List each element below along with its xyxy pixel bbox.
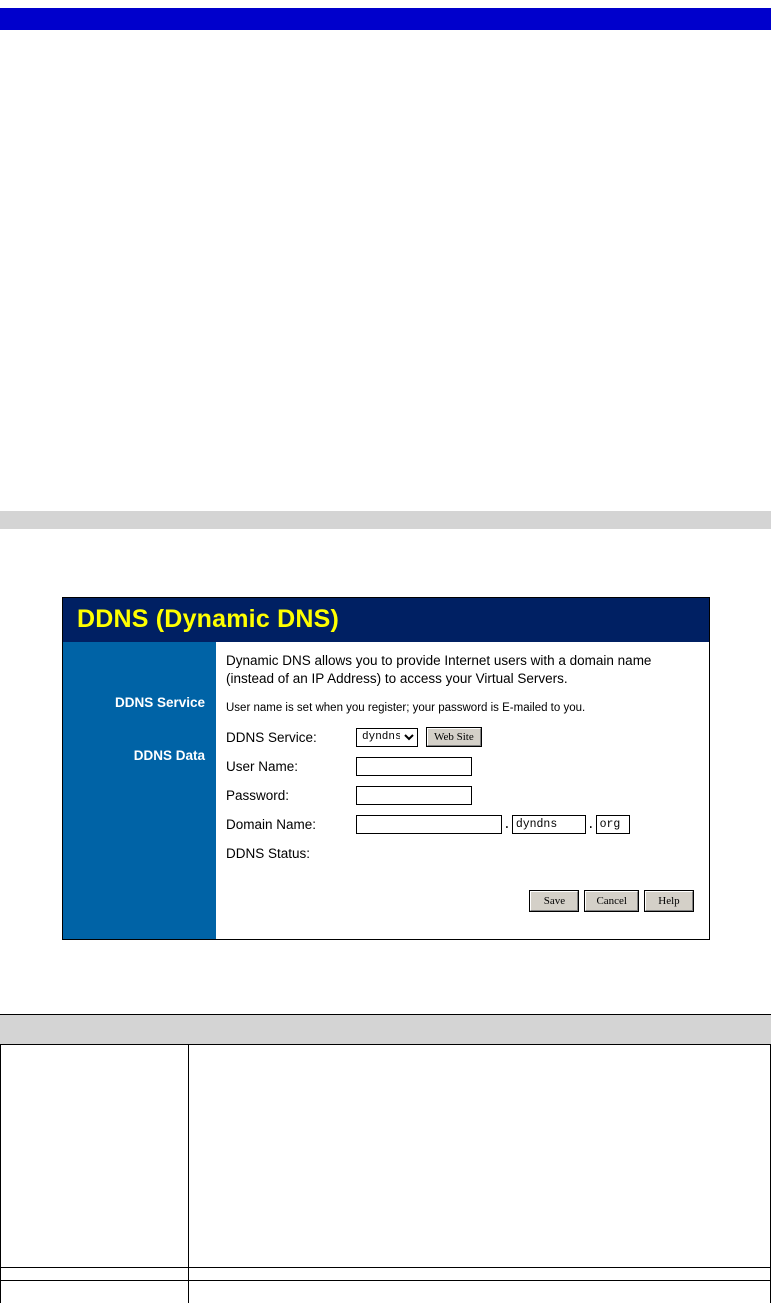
table-left-border: [0, 1044, 1, 1303]
section-label-ddns-data: DDNS Data: [133, 747, 205, 763]
panel-body: [63, 642, 709, 939]
table-bottom-divider: [0, 1280, 771, 1281]
table-cell-left: [0, 1045, 189, 1267]
domain-separator-1: .: [503, 816, 511, 832]
field-row-ddns-service: [226, 723, 699, 752]
panel-button-bar: [226, 891, 699, 911]
user-name-label: User Name:: [226, 758, 299, 774]
table-cell-right: [189, 1045, 771, 1267]
field-row-password: [226, 781, 699, 810]
bottom-data-table: [0, 1014, 771, 1268]
save-button[interactable]: Save: [530, 891, 578, 911]
section-separator-band: [0, 511, 771, 529]
domain-separator-2: .: [586, 816, 595, 832]
cancel-button[interactable]: Cancel: [585, 891, 638, 911]
ddns-status-label: DDNS Status:: [226, 846, 311, 862]
field-row-domain-name: [226, 810, 699, 839]
password-input[interactable]: [356, 786, 472, 805]
domain-name-input[interactable]: [356, 815, 502, 834]
page-title: DDNS (Dynamic DNS): [63, 598, 709, 642]
password-label: Password:: [226, 787, 290, 803]
ddns-service-label: DDNS Service:: [226, 729, 317, 745]
ddns-data-note: User name is set when you register; your password is E-mailed to you.: [226, 701, 586, 714]
web-site-button[interactable]: Web Site: [427, 728, 481, 746]
field-row-ddns-status: [226, 839, 699, 869]
domain-name-label: Domain Name:: [226, 816, 317, 832]
panel-sidebar: [63, 642, 216, 939]
table-header-row: [0, 1015, 771, 1045]
domain-suffix-tld: org: [596, 815, 630, 834]
panel-content: [216, 642, 709, 939]
domain-suffix-mid: dyndns: [512, 815, 586, 834]
field-row-user-name: [226, 752, 699, 781]
table-column-divider: [188, 1266, 189, 1303]
top-banner: [0, 8, 771, 30]
ddns-settings-panel: [62, 597, 710, 940]
ddns-description: Dynamic DNS allows you to provide Internet users with a domain name (instead of an IP Address) to access your Virtual Servers.: [226, 653, 652, 686]
table-row: [0, 1045, 771, 1267]
section-label-ddns-service: DDNS Service: [114, 695, 205, 710]
ddns-service-select[interactable]: [356, 728, 418, 747]
user-name-input[interactable]: [356, 757, 472, 776]
help-button[interactable]: Help: [645, 891, 693, 911]
